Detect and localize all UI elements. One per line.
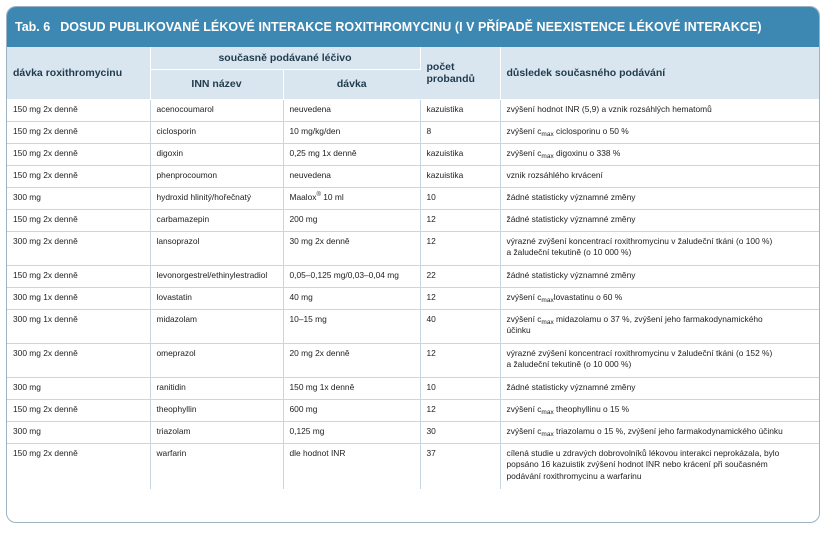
cell-consequence: zvýšení $c_{max}$ digoxinu o 338 % (500, 143, 819, 165)
cell-drug-dose: 20 mg 2x denně (283, 343, 420, 377)
cell-dose: 300 mg (7, 187, 150, 209)
cell-inn: phenprocoumon (150, 165, 283, 187)
cell-subjects: 30 (420, 421, 500, 443)
cell-consequence: zvýšení $c_{max}$ midazolamu o 37 %, zvýšení jeho farmakodynamického účinku (500, 309, 819, 343)
cell-drug-dose: neuvedena (283, 99, 420, 121)
cell-dose: 300 mg (7, 421, 150, 443)
cell-dose: 150 mg 2x denně (7, 399, 150, 421)
cell-consequence: žádné statisticky významné změny (500, 187, 819, 209)
cell-consequence: zvýšení $c_{max}$ triazolamu o 15 %, zvýšení jeho farmakodynamického účinku (500, 421, 819, 443)
cell-dose: 300 mg 2x denně (7, 231, 150, 265)
header-consequence: důsledek současného podávání (500, 47, 819, 99)
header-subjects: počet probandů (420, 47, 500, 99)
cell-inn: omeprazol (150, 343, 283, 377)
cell-drug-dose: neuvedena (283, 165, 420, 187)
cell-subjects: kazuistika (420, 99, 500, 121)
cell-subjects: 10 (420, 187, 500, 209)
cell-drug-dose: dle hodnot INR (283, 443, 420, 489)
table-row (7, 121, 819, 143)
cell-consequence: zvýšení hodnot INR (5,9) a vznik rozsáhlých hematomů (500, 99, 819, 121)
cell-inn: levonorgestrel/ethinylestradiol (150, 265, 283, 287)
cell-inn: carbamazepin (150, 209, 283, 231)
cell-consequence: cílená studie u zdravých dobrovolníků lékovou interakci neprokázala, bylo popsáno 16 kazuistik zvýšení hodnot INR nebo krácení při současném podávání roxithromycinu a warfarinu (506, 447, 780, 481)
cell-inn: warfarin (150, 443, 283, 489)
cell-subjects: kazuistika (420, 143, 500, 165)
table-row (7, 399, 819, 421)
table-row (7, 443, 819, 489)
cell-dose: 150 mg 2x denně (7, 143, 150, 165)
cell-dose: 300 mg (7, 377, 150, 399)
header-drug-group: současně podávané léčivo (150, 47, 420, 69)
cell-subjects: 12 (420, 343, 500, 377)
cell-dose: 150 mg 2x denně (7, 443, 150, 489)
header-dose: dávka roxithromycinu (7, 47, 150, 99)
table-row (7, 209, 819, 231)
cell-consequence: žádné statisticky významné změny (500, 209, 819, 231)
cell-subjects: 40 (420, 309, 500, 343)
cell-drug-dose: 600 mg (283, 399, 420, 421)
table-row (7, 309, 819, 343)
cell-subjects: 12 (420, 399, 500, 421)
cell-consequence: žádné statisticky významné změny (500, 377, 819, 399)
table-row (7, 265, 819, 287)
cell-inn: acenocoumarol (150, 99, 283, 121)
cell-drug-dose: 200 mg (283, 209, 420, 231)
cell-inn: lovastatin (150, 287, 283, 309)
cell-drug-dose: Maalox® 10 ml (283, 187, 420, 209)
cell-inn: theophyllin (150, 399, 283, 421)
cell-drug-dose: 0,25 mg 1x denně (283, 143, 420, 165)
cell-subjects: 10 (420, 377, 500, 399)
table-row (7, 231, 819, 265)
table-row (7, 99, 819, 121)
cell-consequence: zvýšení $c_{max}$ ciclosporinu o 50 % (500, 121, 819, 143)
cell-consequence: zvýšení $c_{max}lovastatinu$ o 60 % (500, 287, 819, 309)
table-row (7, 377, 819, 399)
header-inn: INN název (150, 69, 283, 99)
cell-drug-dose: 0,125 mg (283, 421, 420, 443)
cell-dose: 150 mg 2x denně (7, 265, 150, 287)
cell-drug-dose: 150 mg 1x denně (283, 377, 420, 399)
cell-drug-dose: 40 mg (283, 287, 420, 309)
cell-inn: digoxin (150, 143, 283, 165)
cell-subjects: 37 (420, 443, 500, 489)
cell-dose: 150 mg 2x denně (7, 121, 150, 143)
cell-inn: triazolam (150, 421, 283, 443)
table-row (7, 187, 819, 209)
header-drug-dose: dávka (283, 69, 420, 99)
cell-subjects: 12 (420, 287, 500, 309)
cell-subjects: kazuistika (420, 165, 500, 187)
table-row (7, 421, 819, 443)
cell-dose: 150 mg 2x denně (7, 99, 150, 121)
cell-inn: midazolam (150, 309, 283, 343)
cell-subjects: 12 (420, 209, 500, 231)
cell-drug-dose: 30 mg 2x denně (283, 231, 420, 265)
cell-dose: 150 mg 2x denně (7, 209, 150, 231)
table-title: DOSUD PUBLIKOVANÉ LÉKOVÉ INTERAKCE ROXITHROMYCINU (I V PŘÍPADĚ NEEXISTENCE LÉKOVÉ INTERAKCE) (60, 20, 762, 34)
cell-dose: 300 mg 2x denně (7, 343, 150, 377)
table-row (7, 165, 819, 187)
cell-inn: ciclosporin (150, 121, 283, 143)
cell-consequence: výrazné zvýšení koncentrací roxithromycinu v žaludeční tkáni (o 152 %) a žaludeční tekutině (o 10 000 %) (500, 343, 819, 377)
cell-inn: hydroxid hlinitý/hořečnatý (150, 187, 283, 209)
cell-inn: ranitidin (150, 377, 283, 399)
cell-consequence: vznik rozsáhlého krvácení (500, 165, 819, 187)
cell-dose: 150 mg 2x denně (7, 165, 150, 187)
cell-subjects: 8 (420, 121, 500, 143)
interactions-table (7, 47, 819, 489)
table-title-bar (7, 7, 819, 47)
cell-drug-dose: 10 mg/kg/den (283, 121, 420, 143)
cell-subjects: 22 (420, 265, 500, 287)
table-row (7, 287, 819, 309)
table-number: Tab. 6 (15, 20, 51, 34)
cell-consequence: žádné statisticky významné změny (500, 265, 819, 287)
table-frame (6, 6, 820, 523)
cell-dose: 300 mg 1x denně (7, 287, 150, 309)
cell-consequence: výrazné zvýšení koncentrací roxithromycinu v žaludeční tkáni (o 100 %) a žaludeční tekutině (o 10 000 %) (500, 231, 819, 265)
cell-drug-dose: 0,05–0,125 mg/0,03–0,04 mg (283, 265, 420, 287)
cell-drug-dose: 10–15 mg (283, 309, 420, 343)
cell-dose: 300 mg 1x denně (7, 309, 150, 343)
table-row (7, 343, 819, 377)
cell-inn: lansoprazol (150, 231, 283, 265)
cell-subjects: 12 (420, 231, 500, 265)
cell-consequence: zvýšení $c_{max}$ theophyllinu o 15 % (500, 399, 819, 421)
table-row (7, 143, 819, 165)
